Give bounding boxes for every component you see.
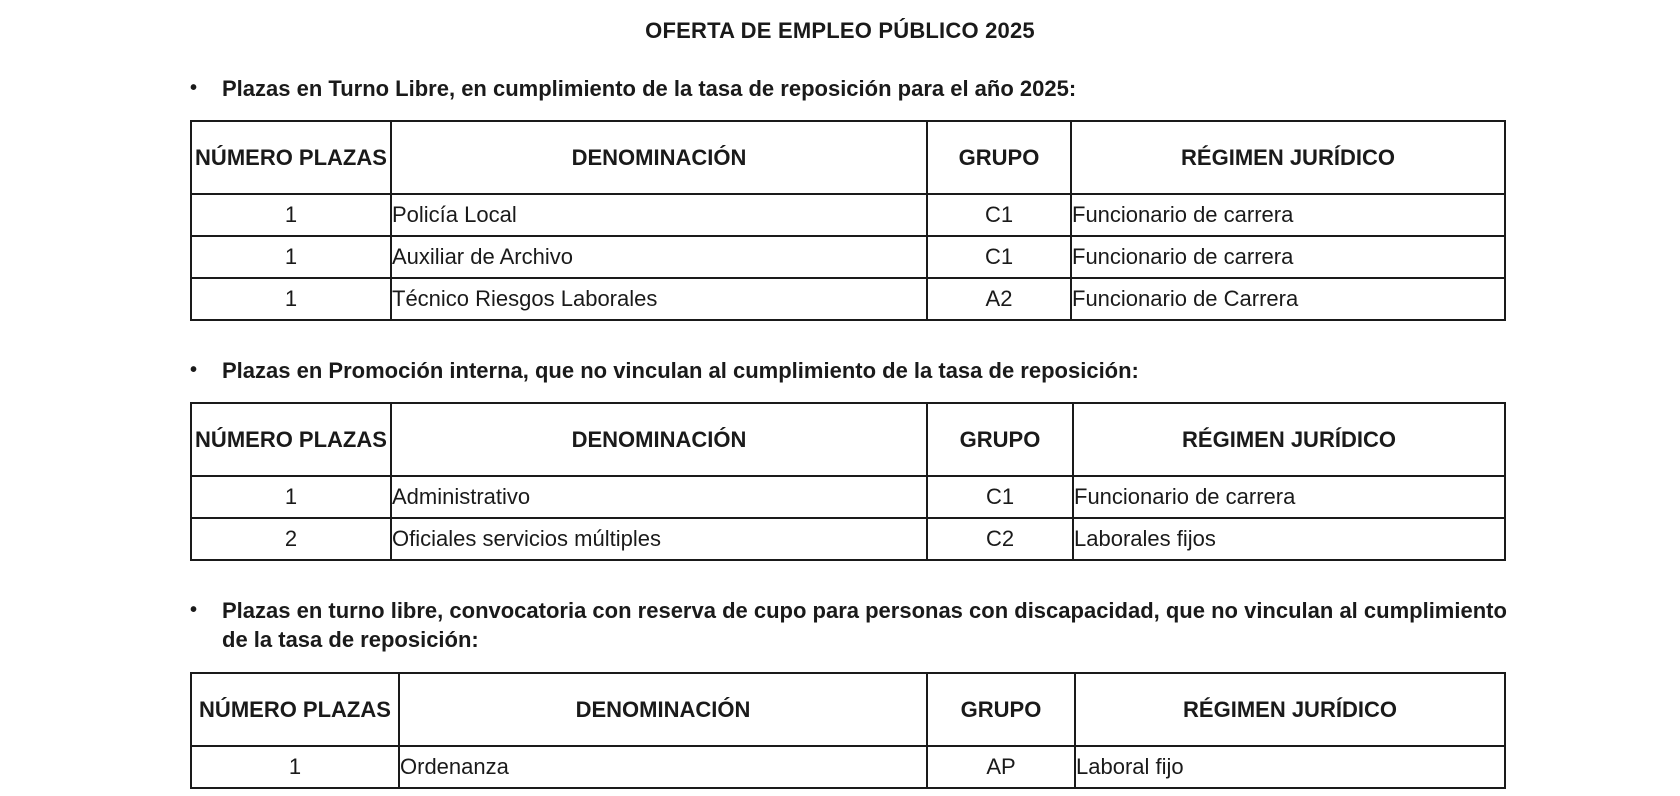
header-regimen-juridico: RÉGIMEN JURÍDICO [1071, 121, 1505, 194]
cell-grupo: C2 [927, 518, 1073, 560]
section-heading-text: Plazas en turno libre, convocatoria con reserva de cupo para personas con discapacidad, que no vinculan al cumplimiento de la tasa de reposición: [222, 598, 1507, 652]
table-turno-libre [190, 120, 1506, 321]
header-regimen-juridico: RÉGIMEN JURÍDICO [1073, 403, 1505, 476]
header-grupo: GRUPO [927, 673, 1075, 746]
table-row [191, 476, 1505, 518]
header-regimen-juridico: RÉGIMEN JURÍDICO [1075, 673, 1505, 746]
cell-grupo: A2 [927, 278, 1071, 320]
section-3-heading [190, 596, 1510, 654]
header-denominacion: DENOMINACIÓN [399, 673, 927, 746]
section-1-heading [190, 74, 1510, 103]
table-header-row [191, 673, 1505, 746]
cell-denominacion: Oficiales servicios múltiples [391, 518, 927, 560]
cell-grupo: C1 [927, 236, 1071, 278]
table-header-row [191, 403, 1505, 476]
cell-numero: 1 [191, 236, 391, 278]
cell-grupo: C1 [927, 194, 1071, 236]
cell-regimen: Funcionario de carrera [1071, 236, 1505, 278]
cell-denominacion: Técnico Riesgos Laborales [391, 278, 927, 320]
cell-numero: 1 [191, 194, 391, 236]
section-2-heading [190, 356, 1510, 385]
table-row [191, 518, 1505, 560]
section-heading-text: Plazas en Promoción interna, que no vinculan al cumplimiento de la tasa de reposición: [222, 358, 1139, 383]
cell-regimen: Laborales fijos [1073, 518, 1505, 560]
header-denominacion: DENOMINACIÓN [391, 403, 927, 476]
cell-regimen: Laboral fijo [1075, 746, 1505, 788]
table-reserva-discapacidad [190, 672, 1506, 789]
section-heading-text: Plazas en Turno Libre, en cumplimiento de la tasa de reposición para el año 2025: [222, 76, 1077, 101]
cell-grupo: C1 [927, 476, 1073, 518]
table-header-row [191, 121, 1505, 194]
header-numero-plazas: NÚMERO PLAZAS [191, 121, 391, 194]
table-row [191, 746, 1505, 788]
cell-grupo: AP [927, 746, 1075, 788]
cell-regimen: Funcionario de Carrera [1071, 278, 1505, 320]
cell-numero: 1 [191, 746, 399, 788]
table-row [191, 194, 1505, 236]
table-promocion-interna [190, 402, 1506, 561]
cell-denominacion: Auxiliar de Archivo [391, 236, 927, 278]
cell-numero: 1 [191, 278, 391, 320]
table-row [191, 236, 1505, 278]
cell-denominacion: Administrativo [391, 476, 927, 518]
cell-numero: 1 [191, 476, 391, 518]
cell-regimen: Funcionario de carrera [1073, 476, 1505, 518]
cell-denominacion: Policía Local [391, 194, 927, 236]
bullet-icon: • [190, 359, 198, 381]
cell-regimen: Funcionario de carrera [1071, 194, 1505, 236]
header-grupo: GRUPO [927, 403, 1073, 476]
cell-numero: 2 [191, 518, 391, 560]
bullet-icon: • [190, 77, 198, 99]
header-grupo: GRUPO [927, 121, 1071, 194]
header-numero-plazas: NÚMERO PLAZAS [191, 403, 391, 476]
header-numero-plazas: NÚMERO PLAZAS [191, 673, 399, 746]
table-row [191, 278, 1505, 320]
header-denominacion: DENOMINACIÓN [391, 121, 927, 194]
cell-denominacion: Ordenanza [399, 746, 927, 788]
bullet-icon: • [190, 599, 198, 621]
page-title: OFERTA DE EMPLEO PÚBLICO 2025 [645, 18, 1035, 43]
